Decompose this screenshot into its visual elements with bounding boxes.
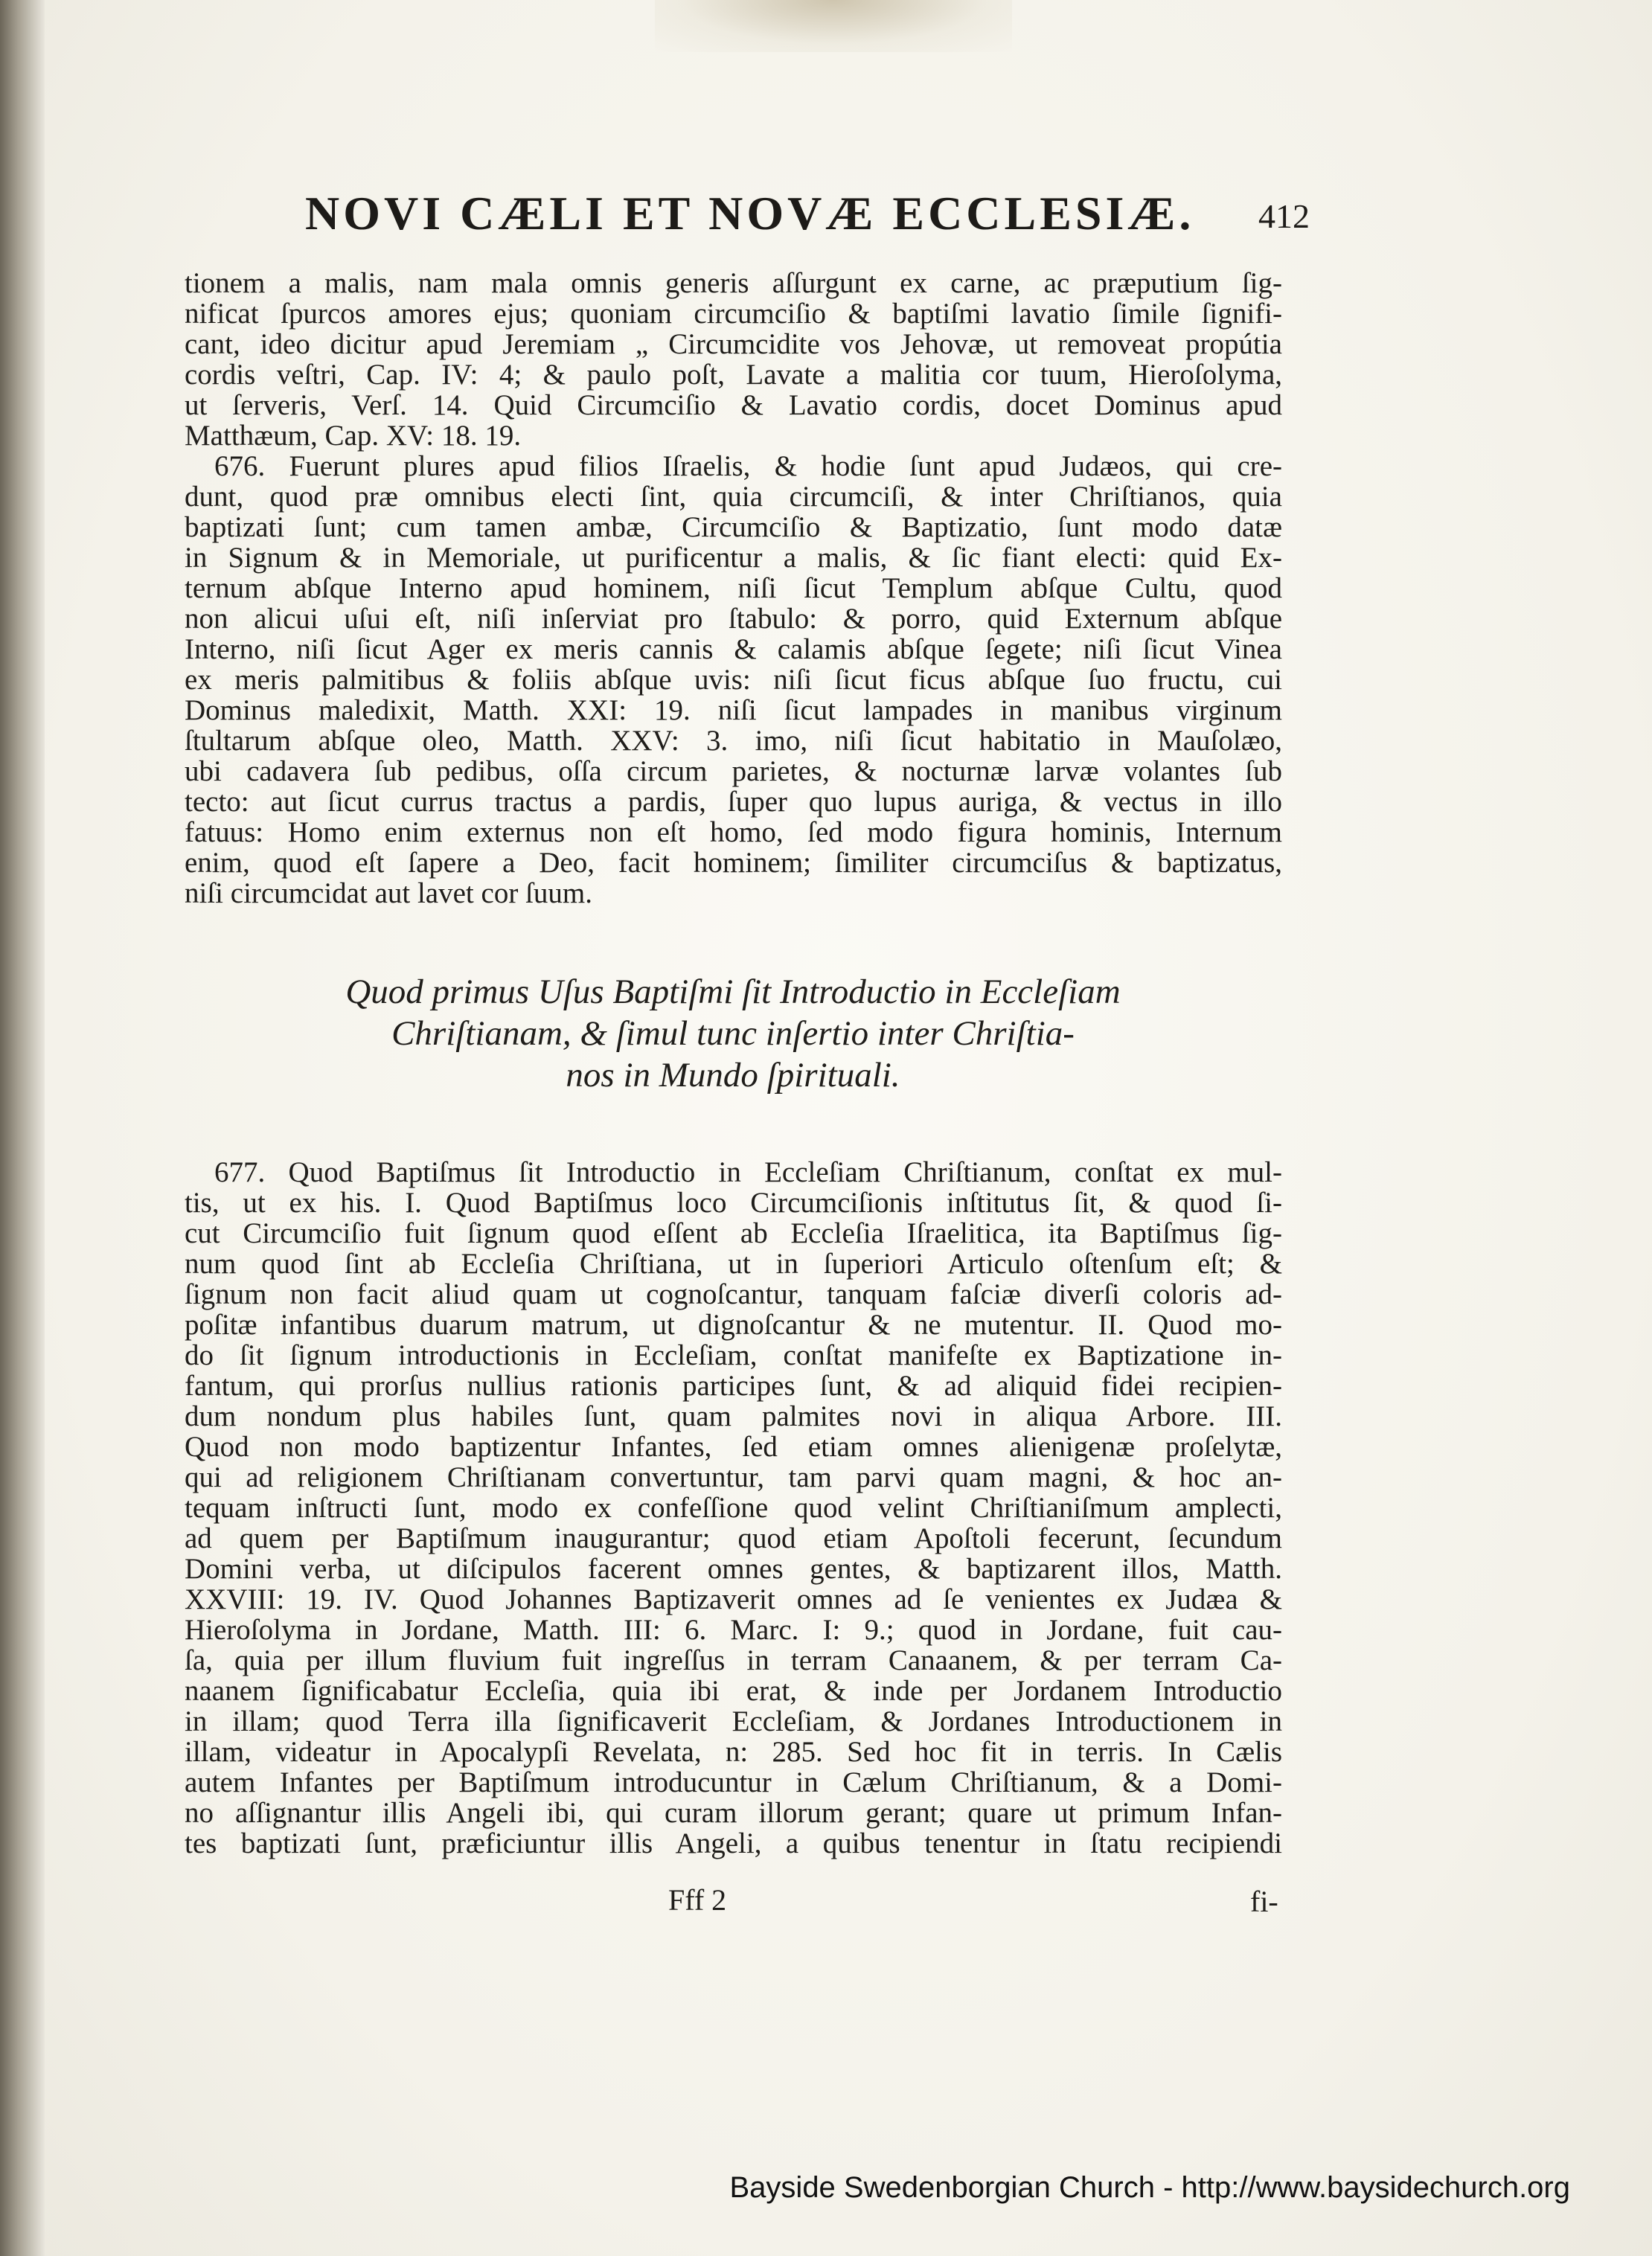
- text-line: ubi cadavera ſub pedibus, oſſa circum parietes, & nocturnæ larvæ volantes ſub: [185, 755, 1282, 787]
- text-line: in Signum & in Memoriale, ut purificentur a malis, & ſic fiant electi: quid Ex-: [185, 542, 1282, 574]
- text-line: ſtultarum abſque oleo, Matth. XXV: 3. imo, niſi ſicut habitatio in Mauſolæo,: [185, 725, 1282, 757]
- text-line: do ſit ſignum introductionis in Eccleſiam, conſtat manifeſte ex Baptizatione in-: [185, 1339, 1282, 1371]
- text-line: cant, ideo dicitur apud Jeremiam „ Circumcidite vos Jehovæ, ut removeat propútia: [185, 328, 1282, 360]
- page-stain: [655, 0, 1012, 52]
- page-number: 412: [1258, 197, 1310, 235]
- text-line: Domini verba, ut diſcipulos facerent omnes gentes, & baptizarent illos, Matth.: [185, 1553, 1282, 1585]
- signature-mark: Fff 2: [668, 1883, 727, 1917]
- text-line: cut Circumciſio fuit ſignum quod eſſent ab Eccleſia Iſraelitica, ita Baptiſmus ſig-: [185, 1217, 1282, 1249]
- text-line: baptizati ſunt; cum tamen ambæ, Circumciſio & Baptizatio, ſunt modo datæ: [185, 511, 1282, 543]
- text-line: dum nondum plus habiles ſunt, quam palmites novi in aliqua Arbore. III.: [185, 1400, 1282, 1432]
- section-heading-line: Quod primus Uſus Baptiſmi ſit Introductio in Eccleſiam: [345, 972, 1121, 1011]
- running-header: [305, 186, 1310, 246]
- text-line: cordis veſtri, Cap. IV: 4; & paulo poſt, Lavate a malitia cor tuum, Hieroſolyma,: [185, 359, 1282, 391]
- text-line: Dominus maledixit, Matth. XXI: 19. niſi ſicut lampades in manibus virginum: [185, 694, 1282, 726]
- text-line: enim, quod eſt ſapere a Deo, facit hominem; ſimiliter circumciſus & baptizatus,: [185, 847, 1282, 879]
- section-heading: [238, 971, 1228, 1096]
- catchword: fi-: [1250, 1885, 1278, 1918]
- text-line: ternum abſque Interno apud hominem, niſi ſicut Templum abſque Cultu, quod: [185, 572, 1282, 604]
- text-line: illam, videatur in Apocalypſi Revelata, n: 285. Sed hoc fit in terris. In Cælis: [185, 1736, 1282, 1768]
- text-line: XXVIII: 19. IV. Quod Johannes Baptizaverit omnes ad ſe venientes ex Judæa &: [185, 1583, 1282, 1615]
- text-line: tionem a malis, nam mala omnis generis aſſurgunt ex carne, ac præputium ſig-: [185, 267, 1282, 299]
- text-line: 676. Fuerunt plures apud filios Iſraelis, & hodie ſunt apud Judæos, qui cre-: [214, 450, 1282, 482]
- text-line: tis, ut ex his. I. Quod Baptiſmus loco Circumciſionis inſtitutus ſit, & quod ſi-: [185, 1187, 1282, 1219]
- text-line: num quod ſint ab Eccleſia Chriſtiana, ut in ſuperiori Articulo oſtenſum eſt; &: [185, 1248, 1282, 1280]
- text-line: non alicui uſui eſt, niſi inſerviat pro ſtabulo: & porro, quid Externum abſque: [185, 603, 1282, 635]
- text-block-paragraphs-675-676: [185, 268, 1282, 909]
- text-line: dunt, quod præ omnibus electi ſint, quia circumciſi, & inter Chriſtianos, quia: [185, 481, 1282, 513]
- text-line: ſa, quia per illum fluvium fuit ingreſſus in terram Canaanem, & per terram Ca-: [185, 1644, 1282, 1676]
- section-heading-line: Chriſtianam, & ſimul tunc inſertio inter Chriſtia-: [391, 1014, 1075, 1053]
- text-line: tecto: aut ſicut currus tractus a pardis, ſuper quo lupus auriga, & vectus in illo: [185, 786, 1282, 818]
- text-line: Quod non modo baptizentur Infantes, ſed etiam omnes alienigenæ proſelytæ,: [185, 1431, 1282, 1463]
- text-line: naanem ſignificabatur Eccleſia, quia ibi erat, & inde per Jordanem Introductio: [185, 1675, 1282, 1707]
- text-line: no aſſignantur illis Angeli ibi, qui curam illorum gerant; quare ut primum Infan-: [185, 1797, 1282, 1829]
- text-line: ſignum non facit aliud quam ut cognoſcantur, tanquam faſciæ diverſi coloris ad-: [185, 1278, 1282, 1310]
- text-line: nificat ſpurcos amores ejus; quoniam circumciſio & baptiſmi lavatio ſimile ſignifi-: [185, 298, 1282, 330]
- text-line: ut ſerveris, Verſ. 14. Quid Circumciſio & Lavatio cordis, docet Dominus apud: [185, 389, 1282, 421]
- text-line: Matthæum, Cap. XV: 18. 19.: [185, 420, 522, 452]
- text-line: fatuus: Homo enim externus non eſt homo, ſed modo figura hominis, Internum: [185, 816, 1282, 848]
- text-block-paragraph-677: [185, 1157, 1282, 1859]
- watermark-link[interactable]: Bayside Swedenborgian Church - http://www.baysidechurch.org: [729, 2171, 1570, 2204]
- text-line: poſitæ infantibus duarum matrum, ut dignoſcantur & ne mutentur. II. Quod mo-: [185, 1309, 1282, 1341]
- text-line: 677. Quod Baptiſmus ſit Introductio in Eccleſiam Chriſtianum, conſtat ex mul-: [214, 1156, 1282, 1188]
- running-head-title: NOVI CÆLI ET NOVÆ ECCLESIÆ.: [305, 187, 1195, 240]
- scan-edge-shadow: [0, 0, 45, 2256]
- text-line: in illam; quod Terra illa ſignificaverit Eccleſiam, & Jordanes Introductionem in: [185, 1705, 1282, 1737]
- text-line: tequam inſtructi ſunt, modo ex confeſſione quod velint Chriſtianiſmum amplecti,: [185, 1492, 1282, 1524]
- section-heading-line: nos in Mundo ſpirituali.: [566, 1056, 900, 1095]
- text-line: fantum, qui prorſus nullius rationis participes ſunt, & ad aliquid fidei recipien-: [185, 1370, 1282, 1402]
- text-line: autem Infantes per Baptiſmum introducuntur in Cælum Chriſtianum, & a Domi-: [185, 1766, 1282, 1798]
- text-line: niſi circumcidat aut lavet cor ſuum.: [185, 877, 592, 909]
- text-line: tes baptizati ſunt, præficiuntur illis Angeli, a quibus tenentur in ſtatu recipiendi: [185, 1827, 1282, 1859]
- text-line: ex meris palmitibus & foliis abſque uvis: niſi ſicut ficus abſque ſuo fructu, cui: [185, 664, 1282, 696]
- text-line: qui ad religionem Chriſtianam convertuntur, tam parvi quam magni, & hoc an-: [185, 1461, 1282, 1493]
- text-line: Interno, niſi ſicut Ager ex meris cannis & calamis abſque ſegete; niſi ſicut Vinea: [185, 633, 1282, 665]
- text-line: Hieroſolyma in Jordane, Matth. III: 6. Marc. I: 9.; quod in Jordane, fuit cau-: [185, 1614, 1282, 1646]
- text-line: ad quem per Baptiſmum inaugurantur; quod etiam Apoſtoli fecerunt, ſecundum: [185, 1522, 1282, 1554]
